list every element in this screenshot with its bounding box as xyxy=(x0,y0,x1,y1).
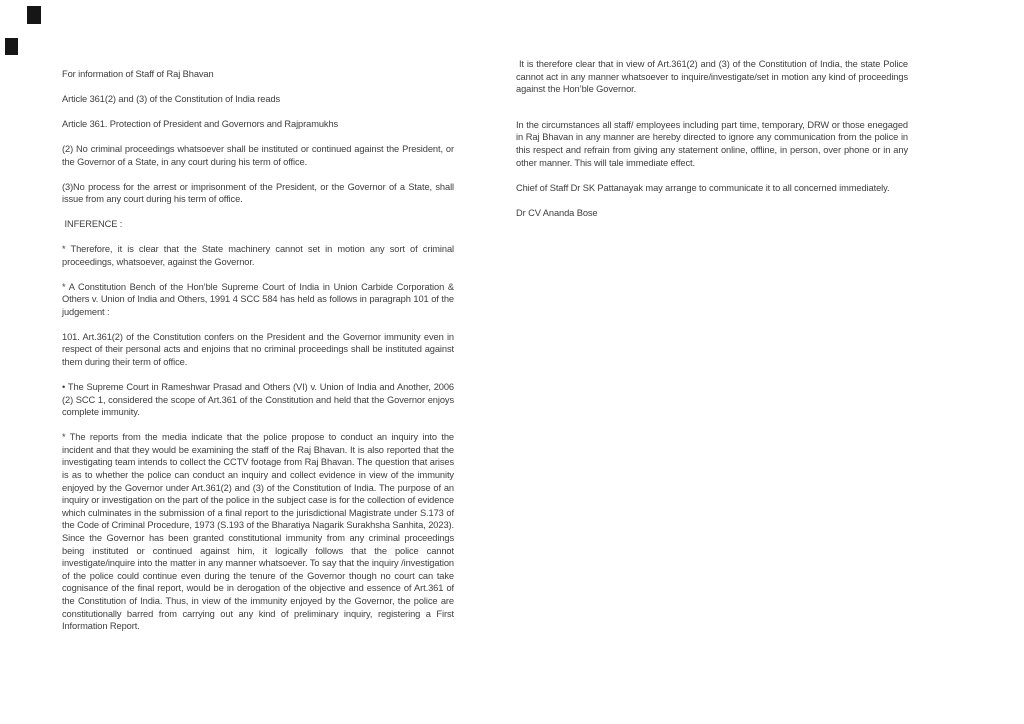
scan-artifact-mark xyxy=(5,38,18,55)
para-media-reports: * The reports from the media indicate that the police propose to conduct an inquiry into the incident and that they would be examining the staff of the Raj Bhavan. It is also reported that the investigating team intends to collect the CCTV footage from Raj Bhavan. The question that arises is as to whether the police can conduct an inquiry and collect evidence in view of the immunity enjoyed by the Governor under Art.361(2) and (3) of the Constitution of India. The purpose of an inquiry or investigation on the part of the police in the subject case is for the collection of evidence which culminates in the submission of a final report to the jurisdictional Magistrate under S.173 of the Code of Criminal Procedure, 1973 (S.193 of the Bharatiya Nagarik Surakhsha Sanhita, 2023). Since the Governor has been granted constitutional immunity from any criminal proceedings being instituted or continued against him, it logically follows that the police cannot investigate/inquire into the matter in any manner whatsoever. To say that the inquiry /investigation of the police could continue even during the tenure of the Governor though no court can take cognisance of the final report, would be in derogation of the objective and essence of Art.361 of the Constitution of India. Thus, in view of the immunity enjoyed by the Governor, the police are constitutionally barred from carrying out any kind of preliminary inquiry, registering a First Information Report. xyxy=(62,432,454,632)
signature-name: Dr CV Ananda Bose xyxy=(516,207,598,218)
line-article-title: Article 361. Protection of President and Governors and Rajpramukhs xyxy=(62,118,339,129)
para-chief-of-staff: Chief of Staff Dr SK Pattanayak may arrange to communicate it to all concerned immediately. xyxy=(516,182,890,193)
para-inference-state-machinery: * Therefore, it is clear that the State machinery cannot set in motion any sort of criminal proceedings, whatsoever, against the Governor. xyxy=(62,244,454,267)
left-column xyxy=(62,68,454,645)
para-supreme-court-rameshwar: • The Supreme Court in Rameshwar Prasad and Others (VI) v. Union of India and Another, 2006 (2) SCC 1, considered the scope of Art.361 of the Constitution and held that the Governor enjoys complete immunity. xyxy=(62,382,454,418)
para-conclusion: It is therefore clear that in view of Art.361(2) and (3) of the Constitution of India, the state Police cannot act in any manner whatsoever to inquire/investigate/set in motion any kind of proceedings against the Hon’ble Governor. xyxy=(516,59,911,95)
para-staff-directive: In the circumstances all staff/ employees including part time, temporary, DRW or those enegaged in Raj Bhavan in any manner are hereby directed to ignore any communication from the police in this respect and refrain from giving any statement online, offline, in person, over phone or in any other manner. This will tale immediate effect. xyxy=(516,119,908,168)
scan-artifact-mark xyxy=(27,6,41,24)
line-for-information: For information of Staff of Raj Bhavan xyxy=(62,69,214,79)
heading-inference: INFERENCE : xyxy=(62,219,123,230)
line-article-ref: Article 361(2) and (3) of the Constitution of India reads xyxy=(62,93,281,104)
para-clause-3: (3)No process for the arrest or imprisonment of the President, or the Governor of a State, shall issue from any court during his term of office. xyxy=(62,181,454,205)
para-judgement-101: 101. Art.361(2) of the Constitution confers on the President and the Governor immunity even in respect of their personal acts and enjoins that no criminal proceedings shall be instituted against them during their term of office. xyxy=(62,331,454,368)
right-column xyxy=(516,58,911,232)
para-clause-2: (2) No criminal proceedings whatsoever shall be instituted or continued against the President, or the Governor of a State, in any court during his term of office. xyxy=(62,143,454,167)
para-constitution-bench: * A Constitution Bench of the Hon’ble Supreme Court of India in Union Carbide Corporation & Others v. Union of India and Others, 1991 4 SCC 584 has held as follows in paragraph 101 of the judgement : xyxy=(62,281,454,317)
